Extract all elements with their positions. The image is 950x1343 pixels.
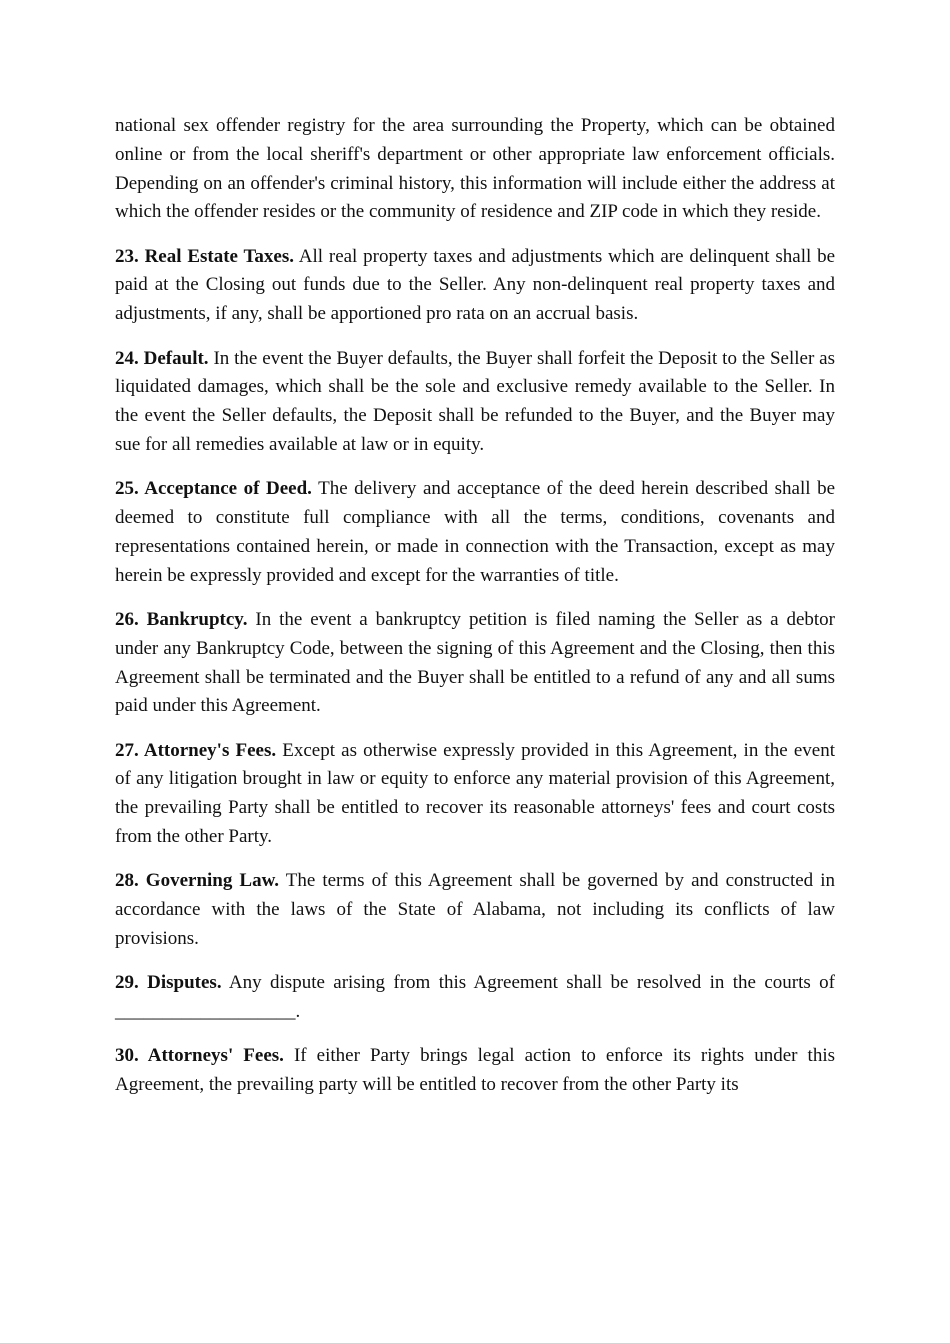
paragraph-text: In the event a bankruptcy petition is filed naming the Seller as a debtor under any Bankruptcy Code, between the signing of this Agreement and the Closing, then this Agreement shall be terminated and the Buyer shall be entitled to a refund of any and all sums paid under this Agreement. — [115, 608, 835, 717]
paragraph-text: The terms of this Agreement shall be governed by and constructed in accordance with the laws of the State of Alabama, not including its conflicts of law provisions. — [115, 870, 835, 949]
paragraph-sex-offender-registry — [115, 112, 835, 227]
paragraph-heading: 30. Attorneys' Fees. — [115, 1045, 284, 1067]
paragraph-heading: 26. Bankruptcy. — [115, 608, 248, 630]
paragraph-text: All real property taxes and adjustments which are delinquent shall be paid at the Closing out funds due to the Seller. Any non-delinquent real property taxes and adjustments, if any, shall be apportioned pro rata on an accrual basis. — [115, 245, 836, 325]
paragraph-text: If either Party brings legal action to enforce its rights under this Agreement, the prevailing party will be entitled to recover from the other Party its — [115, 1045, 835, 1096]
paragraph-attorneys-fees-legal-action — [115, 1042, 835, 1100]
paragraph-bankruptcy — [115, 606, 835, 721]
paragraph-heading: 23. Real Estate Taxes. — [115, 245, 294, 267]
paragraph-governing-law — [115, 867, 835, 953]
paragraph-text: In the event the Buyer defaults, the Buyer shall forfeit the Deposit to the Seller as liquidated damages, which shall be the sole and exclusive remedy available to the Seller. In the event the Seller defaults, the Deposit shall be refunded to the Buyer, and the Buyer may sue for all remedies available at law or in equity. — [115, 347, 835, 455]
paragraph-heading: 24. Default. — [115, 347, 209, 369]
paragraph-acceptance-of-deed — [115, 475, 835, 590]
paragraph-default — [115, 345, 835, 460]
paragraph-heading: 29. Disputes. — [115, 972, 222, 994]
paragraph-attorneys-fees — [115, 737, 835, 852]
paragraph-text: Any dispute arising from this Agreement shall be resolved in the courts of ___________________. — [115, 972, 836, 1023]
paragraph-text: national sex offender registry for the area surrounding the Property, which can be obtained online or from the local sheriff's department or other appropriate law enforcement officials. Depending on an offender's criminal history, this information will include either the address at which the offender resides or the community of residence and ZIP code in which they reside. — [115, 115, 835, 223]
paragraph-heading: 27. Attorney's Fees. — [115, 739, 277, 761]
paragraph-real-estate-taxes — [115, 243, 835, 329]
paragraph-disputes — [115, 969, 835, 1027]
paragraph-text: Except as otherwise expressly provided in this Agreement, in the event of any litigation brought in law or equity to enforce any material provision of this Agreement, the prevailing Party shall be entitled to recover its reasonable attorneys' fees and court costs from the other Party. — [115, 739, 835, 848]
paragraph-text: The delivery and acceptance of the deed herein described shall be deemed to constitute full compliance with all the terms, conditions, covenants and representations contained herein, or made in connection with the Transaction, except as may herein be expressly provided and except for the warranties of title. — [115, 478, 836, 586]
paragraph-heading: 28. Governing Law. — [115, 870, 280, 892]
paragraph-heading: 25. Acceptance of Deed. — [115, 478, 312, 500]
document-page — [115, 112, 835, 1100]
